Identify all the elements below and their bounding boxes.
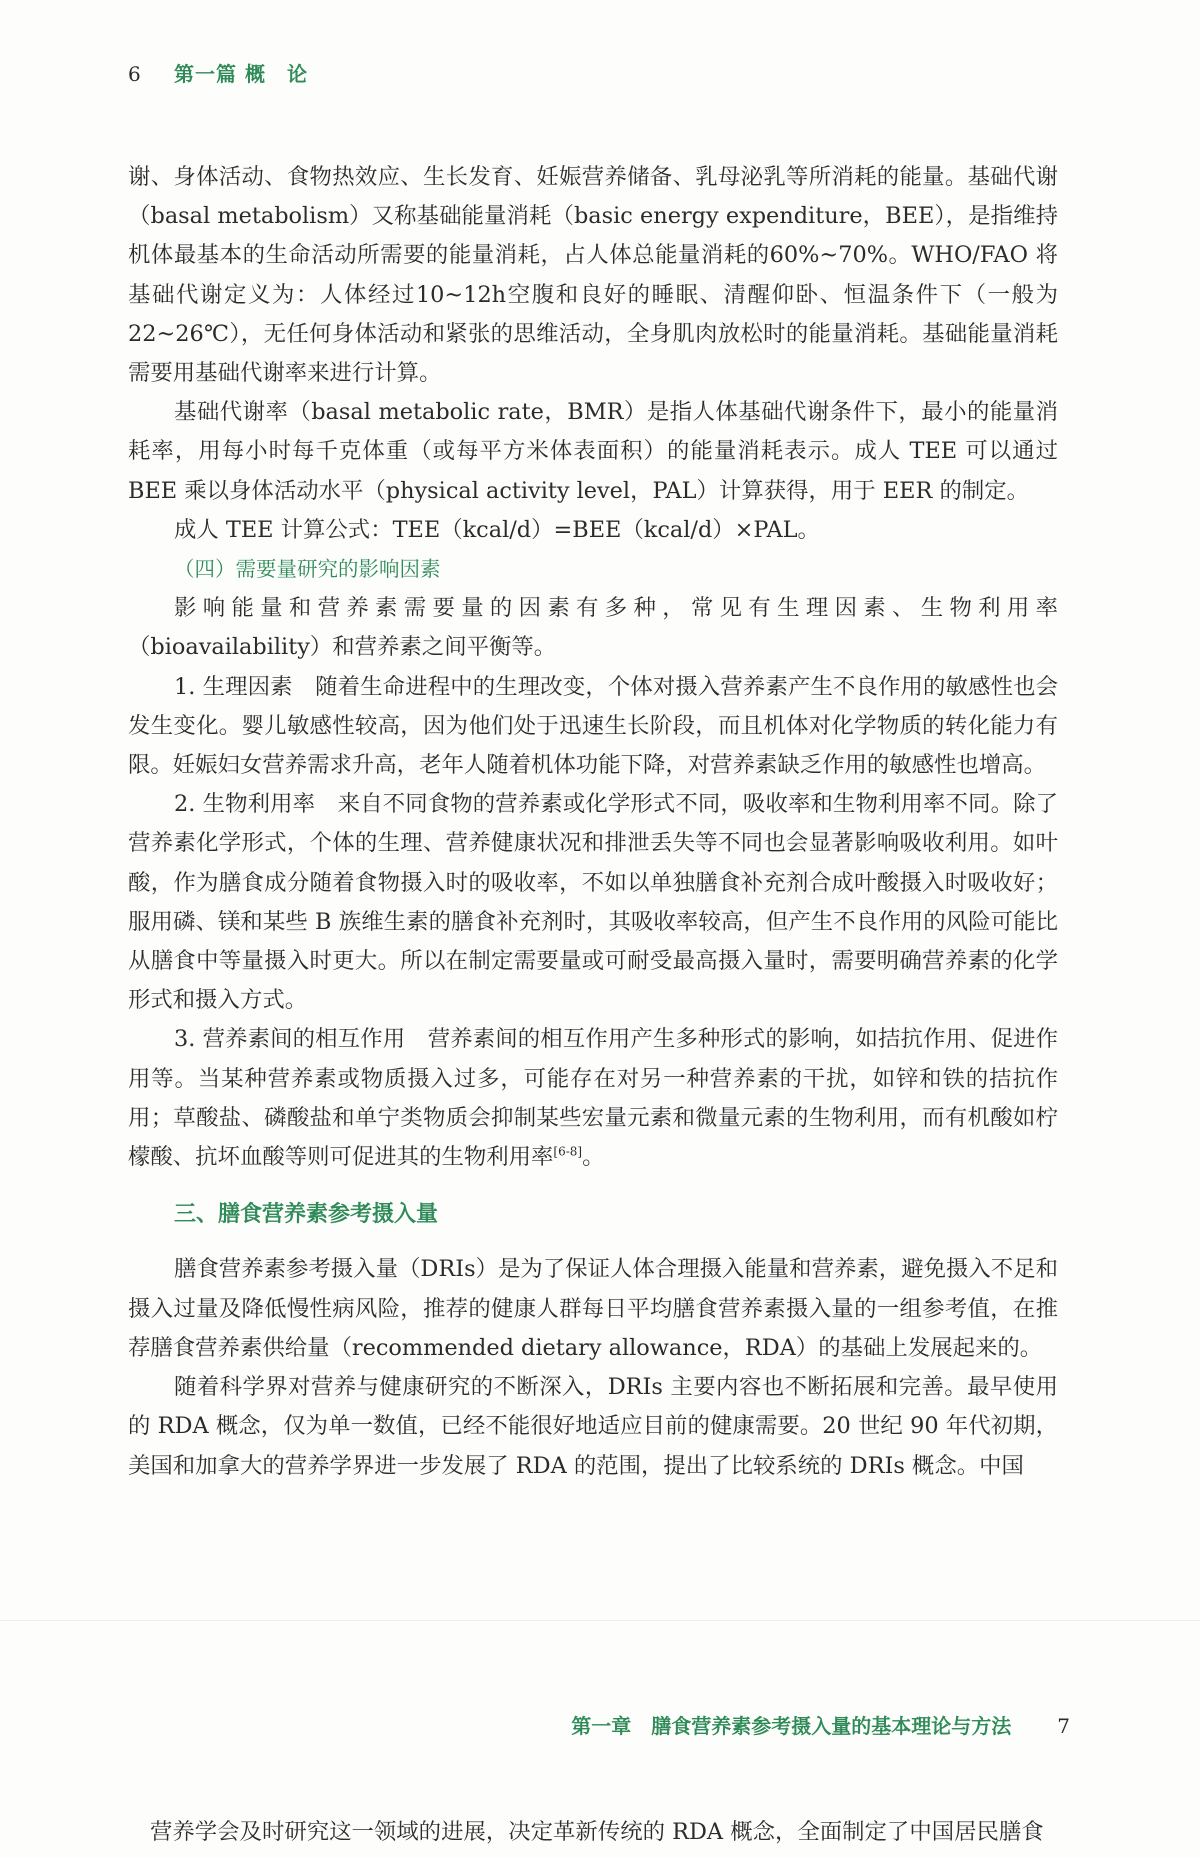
- paragraph-interactions: [128, 1020, 1058, 1177]
- part-title: 第一篇 概 论: [174, 62, 308, 86]
- paragraph-dris-history: 随着科学界对营养与健康研究的不断深入，DRIs 主要内容也不断拓展和完善。最早使用的 RDA 概念，仅为单一数值，已经不能很好地适应目前的健康需要。20 世纪 90 年代初期，美国和加拿大的营养学界进一步发展了 RDA 的范围，提出了比较系统的 DRIs 概念。中国: [128, 1374, 1058, 1479]
- interactions-text: 3. 营养素间的相互作用 营养素间的相互作用产生多种形式的影响，如拮抗作用、促进作用等。当某种营养素或物质摄入过多，可能存在对另一种营养素的干扰，如锌和铁的拮抗作用；草酸盐、磷酸盐和单宁类物质会抑制某些宏量元素和微量元素的生物利用，而有机酸如柠檬酸、抗坏血酸等则可促进其的生物利用率: [128, 1026, 1058, 1171]
- citation-ref: [6-8]: [553, 1144, 583, 1159]
- page-number: 6: [128, 62, 141, 86]
- paragraph-physiological: 1. 生理因素 随着生命进程中的生理改变，个体对摄入营养素产生不良作用的敏感性也会发生变化。婴儿敏感性较高，因为他们处于迅速生长阶段，而且机体对化学物质的转化能力有限。妊娠妇女营养需求升高，老年人随着机体功能下降，对营养素缺乏作用的敏感性也增高。: [128, 673, 1058, 779]
- paragraph-factors-intro: 影响能量和营养素需要量的因素有多种，常见有生理因素、生物利用率（bioavailability）和营养素之间平衡等。: [128, 595, 1058, 661]
- section-heading-dris: 三、膳食营养素参考摄入量: [174, 1202, 439, 1228]
- interactions-end: 。: [582, 1144, 605, 1171]
- page-header: [128, 58, 308, 87]
- body-text: [128, 158, 1058, 1486]
- paragraph-bmr: 基础代谢率（basal metabolic rate，BMR）是指人体基础代谢条件下，最小的能量消耗率，用每小时每千克体重（或每平方米体表面积）的能量消耗表示。成人 TEE 可以通过 BEE 乘以身体活动水平（physical activity level，PAL）计算获得，用于 EER 的制定。: [128, 399, 1058, 504]
- subsection-heading-factors: （四）需要量研究的影响因素: [174, 557, 441, 582]
- running-footer: [571, 1710, 1070, 1739]
- chapter-title: 第一章 膳食营养素参考摄入量的基本理论与方法: [571, 1714, 1012, 1738]
- continuation-text: 营养学会及时研究这一领域的进展，决定革新传统的 RDA 概念，全面制定了中国居民膳食: [150, 1819, 1044, 1845]
- paragraph-basal-metabolism: 谢、身体活动、食物热效应、生长发育、妊娠营养储备、乳母泌乳等所消耗的能量。基础代谢（basal metabolism）又称基础能量消耗（basic energy expenditure，BEE），是指维持机体最基本的生命活动所需要的能量消耗，占人体总能量消耗的60%~70%。WHO/FAO 将基础代谢定义为：人体经过10~12h空腹和良好的睡眠、清醒仰卧、恒温条件下（一般为22~26℃），无任何身体活动和紧张的思维活动，全身肌肉放松时的能量消耗。基础能量消耗需要用基础代谢率来进行计算。: [128, 164, 1058, 387]
- paragraph-dris-definition: 膳食营养素参考摄入量（DRIs）是为了保证人体合理摄入能量和营养素，避免摄入不足和摄入过量及降低慢性病风险，推荐的健康人群每日平均膳食营养素摄入量的一组参考值，在推荐膳食营养素供给量（recommended dietary allowance，RDA）的基础上发展起来的。: [128, 1256, 1058, 1361]
- paragraph-tee-formula: 成人 TEE 计算公式：TEE（kcal/d）=BEE（kcal/d）×PAL。: [174, 516, 820, 543]
- paragraph-bioavailability: 2. 生物利用率 来自不同食物的营养素或化学形式不同，吸收率和生物利用率不同。除了营养素化学形式，个体的生理、营养健康状况和排泄丢失等不同也会显著影响吸收利用。如叶酸，作为膳食成分随着食物摄入时的吸收率，不如以单独膳食补充剂合成叶酸摄入时吸收好；服用磷、镁和某些 B 族维生素的膳食补充剂时，其吸收率较高，但产生不良作用的风险可能比从膳食中等量摄入时更大。所以在制定需要量或可耐受最高摄入量时，需要明确营养素的化学形式和摄入方式。: [128, 791, 1058, 1014]
- footer-page-number: 7: [1057, 1714, 1070, 1738]
